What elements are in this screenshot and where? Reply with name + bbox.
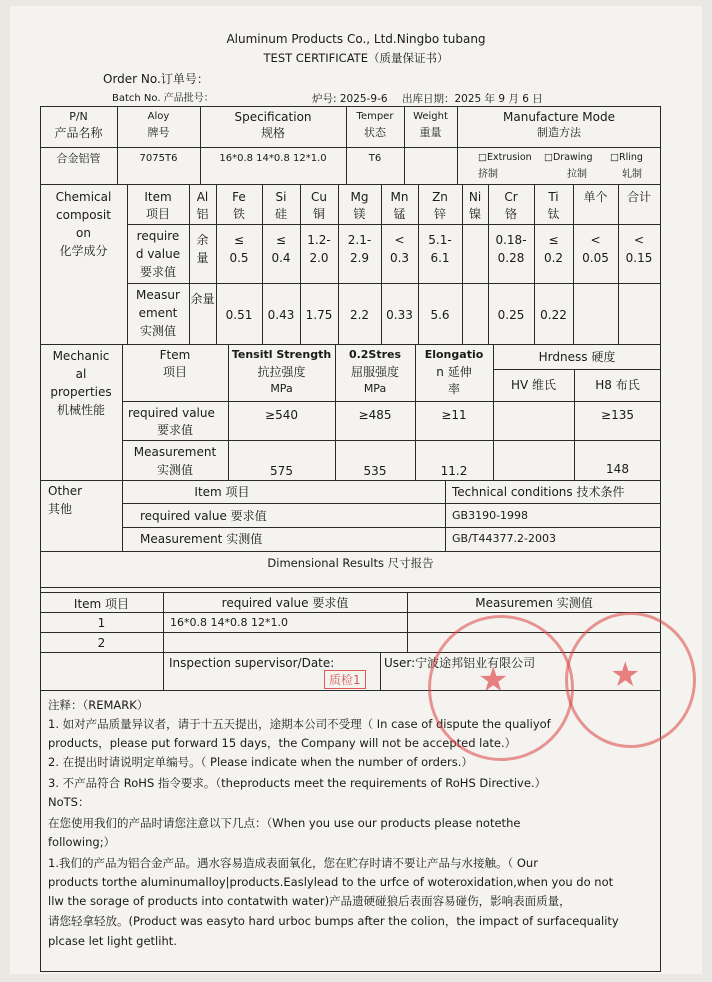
product-alloy: 7075T6 xyxy=(139,153,178,164)
chem-item-label-cn: 项目 xyxy=(145,207,170,221)
header-mode: Manufacture Mode xyxy=(503,110,615,124)
user-company: User:宁波途邦铝业有限公司 xyxy=(384,656,536,670)
header-weight-cn: 重量 xyxy=(419,126,442,139)
el-fe: Fe xyxy=(232,190,246,204)
mech-hardness: Hrdness 硬度 xyxy=(538,350,616,364)
req-total-2: 0.15 xyxy=(625,251,653,265)
header-alloy: Aloy xyxy=(147,111,170,122)
el-cr: Cr xyxy=(504,190,518,204)
mech-req-label-cn: 要求值 xyxy=(156,423,193,437)
ship-date: 出库日期：2025 年 9 月 6 日 xyxy=(402,93,543,105)
remark-line-10: llw the sorage of products into contatwith water)产品遗硬碰狼后表面容易碰伤，影响表面质量， xyxy=(48,894,571,908)
dim-item: Item 项目 xyxy=(73,597,130,611)
mech-item-cn: 项目 xyxy=(162,365,187,379)
req-zn-2: 6.1 xyxy=(430,251,450,265)
req-mn-1: < xyxy=(394,233,405,247)
el-ti-cn: 钛 xyxy=(547,207,560,221)
el-mn: Mn xyxy=(390,190,409,204)
dim-meas: Measuremen 实测值 xyxy=(475,596,593,610)
standard-1: GB3190-1998 xyxy=(452,509,529,522)
meas-fe: 0.51 xyxy=(225,308,253,322)
el-mg: Mg xyxy=(350,190,369,204)
el-mg-cn: 镁 xyxy=(353,207,366,221)
chem-meas-label-3: 实测值 xyxy=(139,324,176,338)
other-label: Other xyxy=(48,484,83,498)
mech-elong-cn: n 延伸 xyxy=(436,365,472,379)
tech-conditions: Technical conditions 技术条件 xyxy=(452,485,625,499)
remark-line-9: products torthe aluminumalloy|products.Easlylead to the urfce of woteroxidation,when you do not xyxy=(48,875,614,889)
chem-req-label-3: 要求值 xyxy=(139,265,176,279)
dim-row-1-req: 16*0.8 14*0.8 12*1.0 xyxy=(170,616,288,629)
el-single: 单个 xyxy=(583,190,608,204)
inspection-supervisor: Inspection supervisor/Date: xyxy=(169,656,335,670)
meas-cr: 0.25 xyxy=(497,308,525,322)
mech-elong: Elongatio xyxy=(424,348,484,361)
meas-zn: 5.6 xyxy=(430,308,450,322)
el-ni-cn: 镍 xyxy=(468,207,481,221)
remark-line-11: 请您轻拿轻放。(Product was easyto hard urboc bumps after the colion，the impact of surfacequality xyxy=(48,914,619,928)
mech-req-yield: ≥485 xyxy=(358,408,392,422)
header-temper: Temper xyxy=(356,111,394,122)
qc-stamp: 质检1 xyxy=(324,670,366,689)
mech-meas-tensile: 575 xyxy=(270,464,293,478)
mode-drawing-checkbox[interactable]: □Drawing xyxy=(544,152,593,163)
order-no-label: Order No.订单号： xyxy=(103,72,209,86)
mech-hv: HV 维氏 xyxy=(510,378,557,392)
meas-mg: 2.2 xyxy=(349,308,370,322)
standard-2: GB/T44377.2-2003 xyxy=(452,532,556,545)
mode-drawing-cn: 拉制 xyxy=(567,169,587,180)
remark-line-7: following;） xyxy=(48,835,116,849)
req-mn-2: 0.3 xyxy=(389,251,410,265)
mech-label-3: properties xyxy=(50,385,112,399)
mech-tensile-unit: MPa xyxy=(270,382,293,395)
mech-meas-hb: 148 xyxy=(606,462,629,476)
mech-tensile: Tensitl Strength xyxy=(231,348,332,361)
mech-meas-label-cn: 实测值 xyxy=(156,463,193,477)
other-label-cn: 其他 xyxy=(48,502,73,516)
req-si-2: 0.4 xyxy=(271,251,291,265)
el-si-cn: 硅 xyxy=(274,207,287,221)
remark-line-6: 在您使用我们的产品时请您注意以下几点：（When you use our products please notethe xyxy=(48,816,521,830)
mech-yield-unit: MPa xyxy=(363,382,387,395)
header-weight: Weight xyxy=(413,111,448,122)
mech-yield: 0.2Stres xyxy=(348,348,402,361)
remark-line-5: NoTS： xyxy=(48,795,90,809)
req-mg-1: 2.1- xyxy=(347,233,372,247)
el-zn-cn: 锌 xyxy=(433,207,446,221)
chem-req-label-2: d value xyxy=(135,247,181,261)
el-mn-cn: 锰 xyxy=(393,207,406,221)
product-name: 合金铝管 xyxy=(56,152,101,165)
remark-line-1: 1. 如对产品质量异议者，请于十五天提出，途期本公司不受理（ In case of dispute the qualiyof xyxy=(48,717,551,731)
mech-meas-elong: 11.2 xyxy=(440,464,468,478)
mech-meas-yield: 535 xyxy=(363,464,387,478)
remark-line-3: 2. 在提出时请说明定单编号。（ Please indicate when the number of orders.） xyxy=(48,755,473,769)
remark-line-2: products，please put forward 15 days，the Company will not be accepted late.） xyxy=(48,736,517,750)
req-single-2: 0.05 xyxy=(582,251,609,265)
remark-line-4: 3. 不产品符合 RoHS 指令要求。（theproducts meet the requirements of RoHS Directive.） xyxy=(48,776,547,790)
mech-label-2: al xyxy=(75,367,87,381)
req-mg-2: 2.9 xyxy=(349,251,370,265)
dim-row-2: 2 xyxy=(97,636,106,650)
chem-meas-label-2: ement xyxy=(138,306,178,320)
req-si-1: ≤ xyxy=(275,233,287,247)
remark-line-12: plcase let light getliht. xyxy=(48,934,177,948)
el-al: Al xyxy=(196,190,209,204)
mech-label-4: 机械性能 xyxy=(56,403,105,417)
meas-cu: 1.75 xyxy=(305,308,333,322)
mech-req-elong: ≥11 xyxy=(441,408,467,422)
req-cr-2: 0.28 xyxy=(497,251,525,265)
company-name: Aluminum Products Co., Ltd.Ningbo tubang xyxy=(226,32,486,46)
mode-extrusion-checkbox[interactable]: □Extrusion xyxy=(478,152,532,163)
meas-si: 0.43 xyxy=(267,308,295,322)
req-total-1: < xyxy=(633,233,645,247)
req-fe-2: 0.5 xyxy=(229,251,249,265)
el-al-cn: 铝 xyxy=(196,207,209,221)
header-alloy-cn: 牌号 xyxy=(147,126,170,139)
req-al-1: 余 xyxy=(196,233,209,247)
req-cr-1: 0.18- xyxy=(495,233,527,247)
el-cu-cn: 铜 xyxy=(312,207,325,221)
product-spec: 16*0.8 14*0.8 12*1.0 xyxy=(219,153,327,164)
remark-line-0: 注释：（REMARK） xyxy=(48,698,149,712)
req-cu-1: 1.2- xyxy=(307,233,331,247)
mech-item: Ftem xyxy=(159,348,191,362)
chem-meas-label-1: Measur xyxy=(136,288,180,302)
seal-star-icon: ★ xyxy=(478,660,509,700)
chem-label-4: 化学成分 xyxy=(59,244,108,258)
chem-label-1: Chemical xyxy=(55,190,112,204)
req-ti-2: 0.2 xyxy=(543,251,564,265)
mech-req-hb: ≥135 xyxy=(601,408,634,422)
req-al-2: 量 xyxy=(196,251,209,265)
mode-rolling-cn: 轧制 xyxy=(622,169,642,180)
el-ni: Ni xyxy=(468,190,482,204)
el-ti: Ti xyxy=(548,190,559,204)
el-si: Si xyxy=(275,190,287,204)
other-req: required value 要求值 xyxy=(140,509,267,523)
document-title: TEST CERTIFICATE（质量保证书） xyxy=(263,51,449,65)
header-pn-cn: 产品名称 xyxy=(54,126,103,140)
dim-row-1: 1 xyxy=(97,616,106,630)
req-single-1: < xyxy=(590,233,601,247)
mech-yield-cn: 屈服强度 xyxy=(350,365,399,379)
mech-req-label: required value xyxy=(128,406,215,420)
el-cu: Cu xyxy=(311,190,327,204)
remark-line-8: 1.我们的产品为铝合金产品。遇水容易造成表面氧化，您在贮存时请不要让产品与水接触。（ Our xyxy=(48,856,538,870)
el-cr-cn: 铬 xyxy=(504,207,517,221)
mode-rolling-checkbox[interactable]: □Rling xyxy=(610,152,643,163)
chem-label-3: on xyxy=(76,226,91,240)
other-item: Item 项目 xyxy=(194,485,250,499)
el-total: 合计 xyxy=(626,190,651,204)
req-cu-2: 2.0 xyxy=(309,251,329,265)
quality-seal-star-icon: ★ xyxy=(610,655,641,695)
header-temper-cn: 状态 xyxy=(364,126,386,139)
chem-item-label: Item xyxy=(144,190,172,204)
req-ti-1: ≤ xyxy=(548,233,559,247)
dim-req: required value 要求值 xyxy=(221,596,349,610)
meas-ti: 0.22 xyxy=(540,308,567,322)
el-zn: Zn xyxy=(432,190,448,204)
mech-tensile-cn: 抗拉强度 xyxy=(257,365,306,379)
meas-al: 余量 xyxy=(190,292,215,306)
header-pn: P/N xyxy=(69,110,88,123)
req-zn-1: 5.1- xyxy=(428,233,452,247)
header-spec-cn: 规格 xyxy=(260,126,285,140)
furnace-no: 炉号: 2025-9-6 xyxy=(312,93,388,105)
mech-req-tensile: ≥540 xyxy=(265,408,298,422)
el-fe-cn: 铁 xyxy=(232,207,245,221)
other-meas: Measurement 实测值 xyxy=(140,532,263,546)
header-spec: Specification xyxy=(234,110,312,124)
mech-meas-label: Measurement xyxy=(133,445,217,459)
meas-mn: 0.33 xyxy=(386,308,413,322)
mech-hb: H8 布氏 xyxy=(595,378,640,392)
header-mode-cn: 制造方法 xyxy=(537,126,581,139)
req-fe-1: ≤ xyxy=(233,233,245,247)
chem-label-2: composit xyxy=(56,208,111,222)
batch-no-label: Batch No. 产品批号： xyxy=(112,93,214,104)
mech-label-1: Mechanic xyxy=(52,349,110,363)
dimensional-title: Dimensional Results 尺寸报告 xyxy=(267,556,434,570)
mech-elong-cn2: 率 xyxy=(447,382,460,396)
product-temper: T6 xyxy=(368,153,382,164)
mode-extrusion-cn: 挤制 xyxy=(478,169,498,180)
chem-req-label-1: require xyxy=(136,229,180,243)
